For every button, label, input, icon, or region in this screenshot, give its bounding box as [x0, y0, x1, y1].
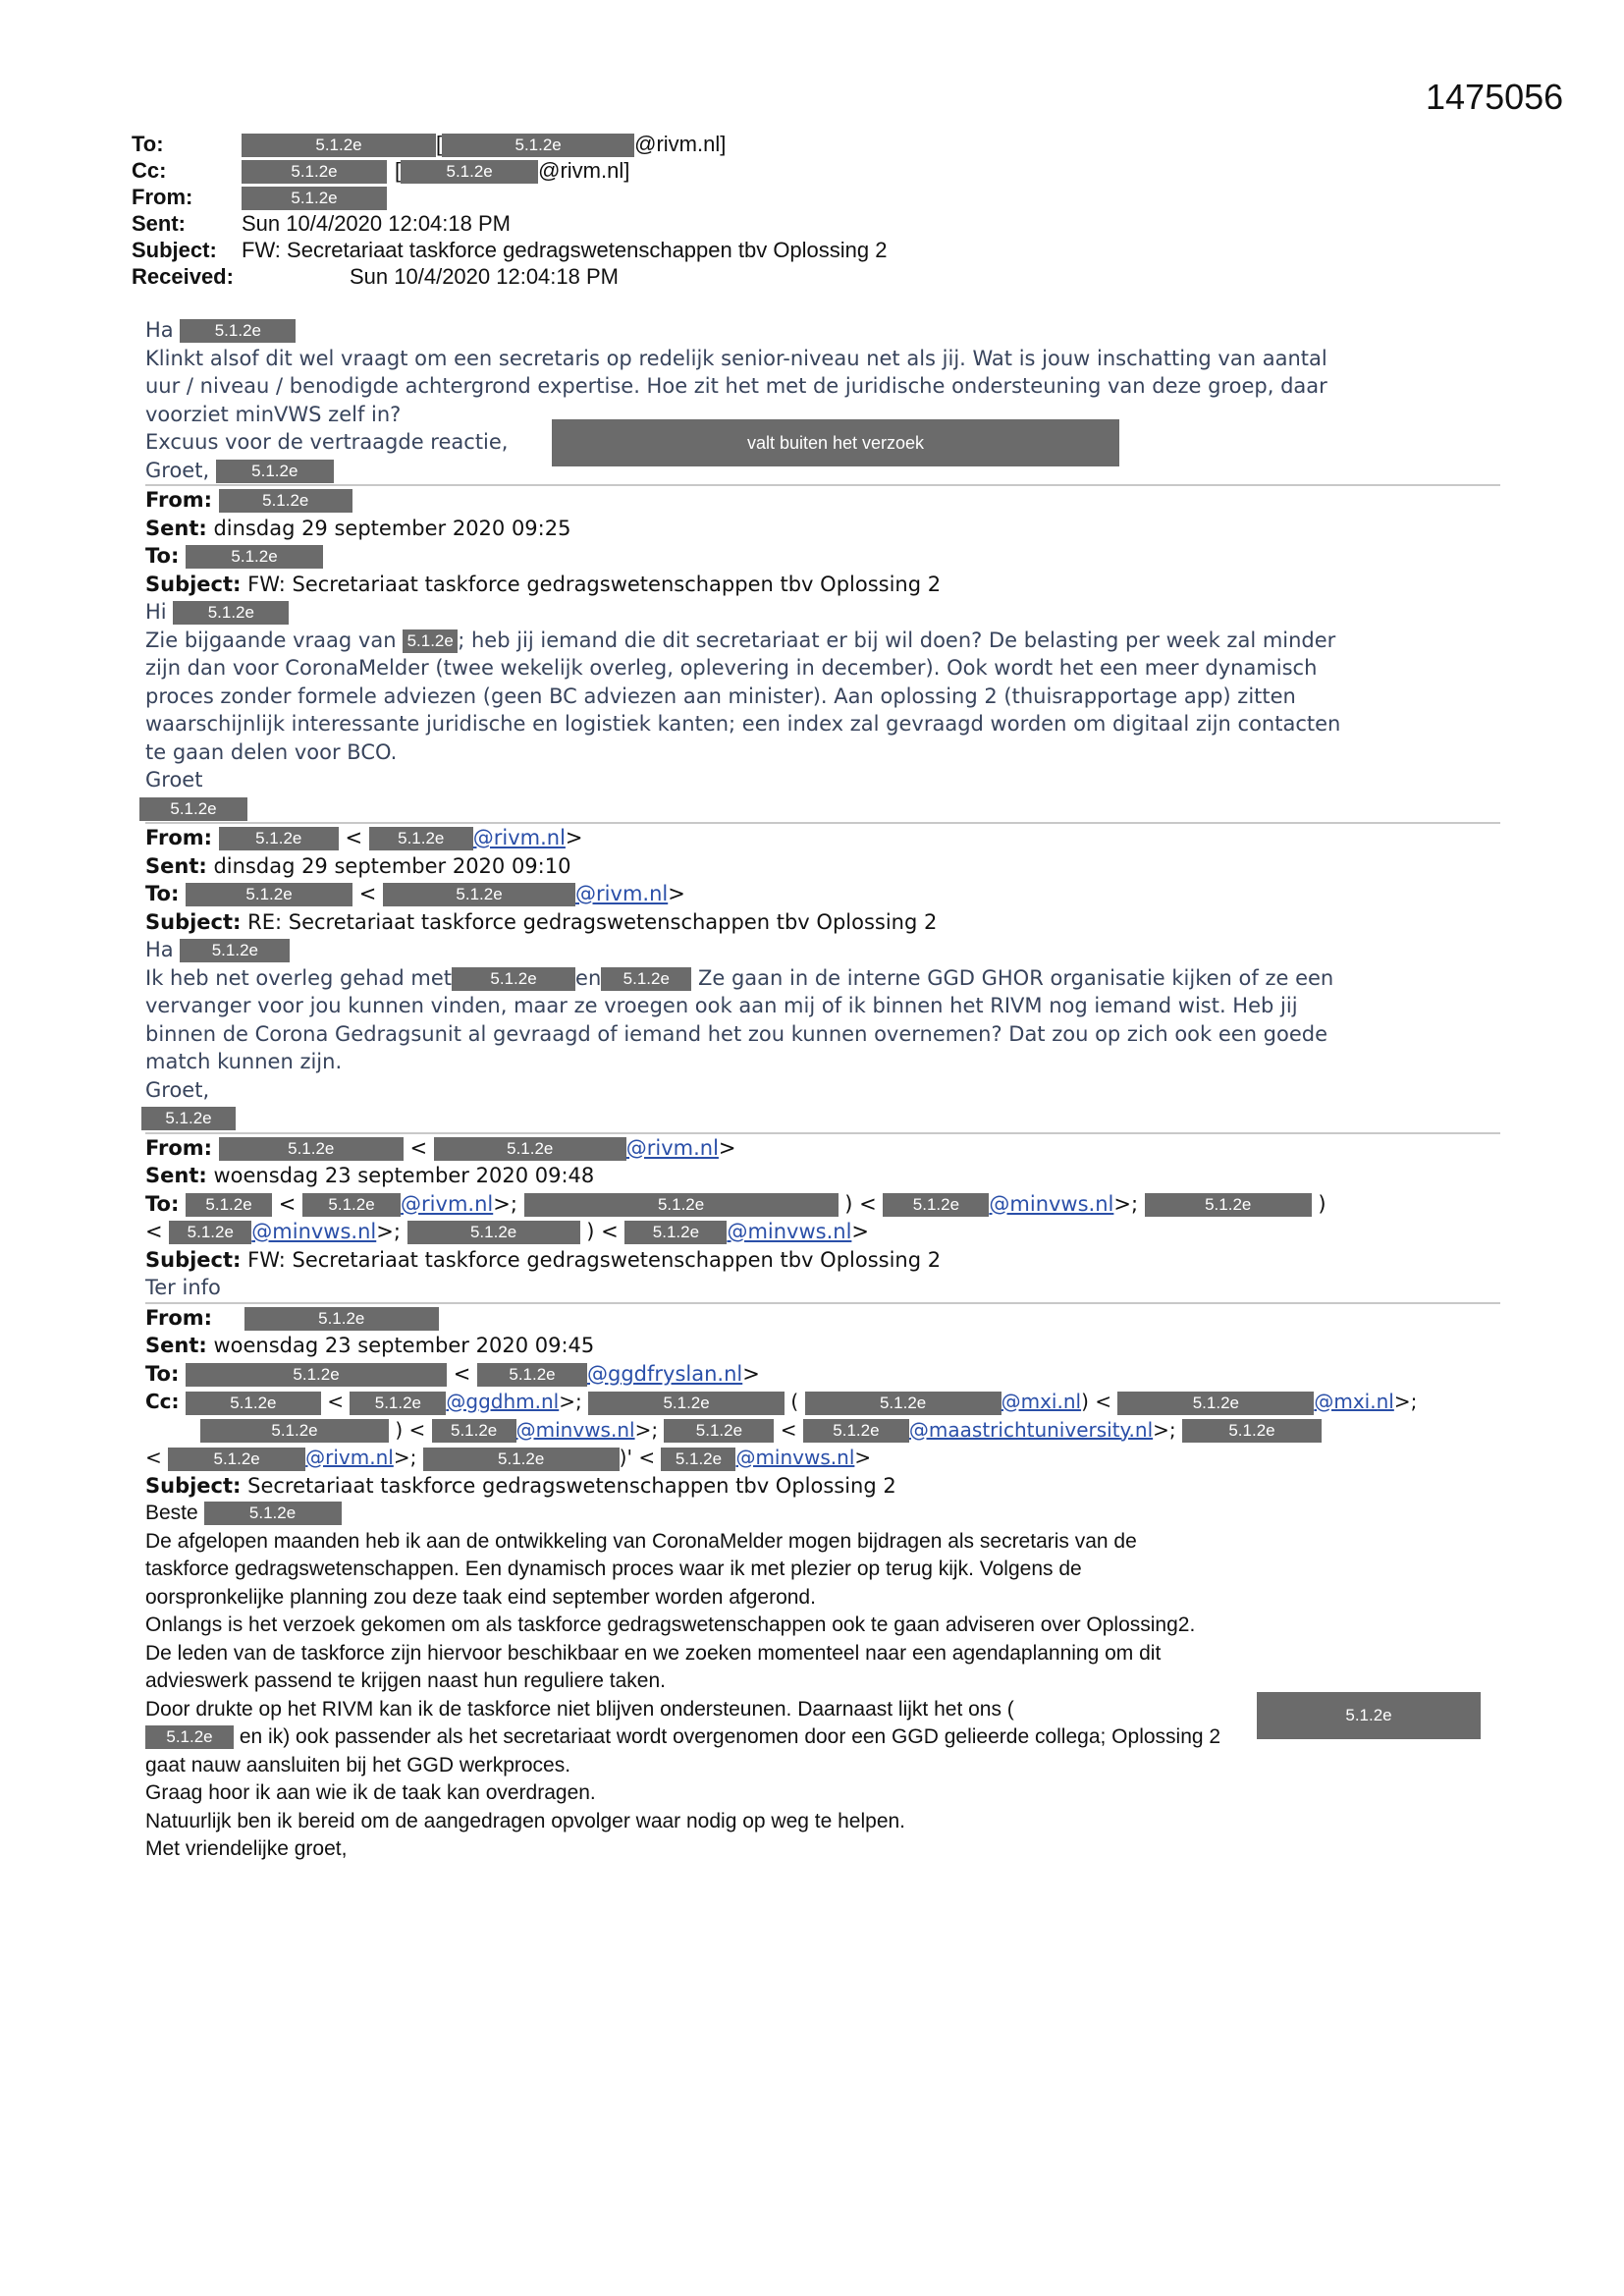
message-4: From: 5.1.2e < 5.1.2e @rivm.nl> Sent: woensdag 23 september 2020 09:48 To: 5.1.2e < 5.1.2e @rivm.nl>; 5.1.2e ) < 5.1.2e @minvws.nl>; 5.1.2e ) < 5.1.2e @minvws.nl>; 5.1.2e ) < 5.1.2e @minvws.nl> Subject: FW: Secretariaat taskforce gedragswetenschappen tbv Oplossing 2 Ter info	[145, 1135, 1326, 1299]
redaction: 5.1.2e	[204, 1502, 342, 1525]
redaction: 5.1.2e	[1257, 1692, 1481, 1739]
email-link[interactable]: @rivm.nl	[305, 1446, 394, 1469]
message-2: From: 5.1.2e Sent: dinsdag 29 september 2020 09:25 To: 5.1.2e Subject: FW: Secretariaat taskforce gedragswetenschappen tbv Oplossing 2 Hi 5.1.2e Zie bijgaande vraag van 5.1.2e ; heb jij iemand die dit secretariaat er bij wil doen? De belasting per week zal minder zijn dan voor CoronaMelder (twee wekelijk overleg, oplevering in december). Ook wordt het een meer dynamisch proces zonder formele adviezen (geen BC adviezen aan minister). Aan oplossing 2 (thuisrapportage app) zitten waarschijnlijk interessante juridische en logistiek kanten; een index zal gevraagd worden om digitaal zijn contacten te gaan delen voor BCO. Groet 5.1.2e	[145, 486, 1500, 822]
email-link[interactable]: @minvws.nl	[989, 1191, 1114, 1216]
redaction: 5.1.2e	[219, 489, 352, 513]
email-domain: @rivm.nl]	[538, 158, 630, 183]
redaction: 5.1.2e	[477, 1363, 587, 1387]
email-domain: @rivm.nl]	[634, 132, 727, 156]
redaction: 5.1.2e	[1182, 1419, 1322, 1443]
redaction: 5.1.2e	[244, 1307, 439, 1331]
redaction: 5.1.2e	[219, 1137, 404, 1161]
redaction: 5.1.2e	[588, 1392, 785, 1415]
from-label: From:	[132, 185, 193, 209]
email-link[interactable]: @minvws.nl	[735, 1446, 855, 1469]
redaction: 5.1.2e	[145, 1725, 234, 1749]
redaction: 5.1.2e	[186, 883, 352, 906]
redaction: 5.1.2e	[180, 319, 296, 343]
header-to-row: To: 5.1.2e [ 5.1.2e @rivm.nl]	[132, 132, 727, 156]
redaction: 5.1.2e	[1117, 1392, 1314, 1415]
header-subject-row	[132, 237, 888, 263]
email-link[interactable]: @ggdhm.nl	[446, 1390, 560, 1413]
redaction: 5.1.2e	[601, 967, 691, 991]
email-link[interactable]: @mxi.nl	[1314, 1390, 1394, 1413]
subject-value: FW: Secretariaat taskforce gedragswetenschappen tbv Oplossing 2	[242, 238, 888, 262]
redaction: 5.1.2e	[168, 1448, 305, 1471]
redaction: 5.1.2e	[1145, 1193, 1312, 1217]
redaction: 5.1.2e	[805, 1392, 1001, 1415]
email-link[interactable]: @mxi.nl	[1001, 1390, 1082, 1413]
redaction: 5.1.2e	[434, 1137, 626, 1161]
redaction: 5.1.2e	[803, 1419, 909, 1443]
header-sent-row	[132, 210, 511, 237]
redaction: 5.1.2e	[186, 1363, 447, 1387]
redaction: 5.1.2e	[369, 827, 473, 850]
email-header	[132, 131, 888, 290]
redaction: 5.1.2e	[141, 1107, 236, 1130]
header-from-row	[132, 184, 338, 210]
redaction: 5.1.2e	[407, 1221, 580, 1244]
header-received-row	[132, 263, 619, 290]
redaction: 5.1.2e	[186, 1193, 272, 1217]
email-link[interactable]: @minvws.nl	[727, 1220, 852, 1243]
redaction: 5.1.2e	[350, 1392, 446, 1415]
email-link[interactable]: @ggdfryslan.nl	[587, 1361, 743, 1386]
redaction: 5.1.2e	[242, 187, 387, 210]
redaction: 5.1.2e	[524, 1193, 839, 1217]
message-5: From: 5.1.2e Sent: woensdag 23 september 2020 09:45 To: 5.1.2e < 5.1.2e @ggdfryslan.nl> Cc: 5.1.2e < 5.1.2e @ggdhm.nl>; 5.1.2e ( 5.1.2e @mxi.nl) < 5.1.2e @mxi.nl>; 5.1.2e ) < 5.1.2e @minvws.nl>; 5.1.2e < 5.1.2e @maastrichtuniversity.nl>; 5.1.2e < 5.1.2e @rivm.nl>; 5.1.2e )' < 5.1.2e @minvws.nl> Subject: Secretariaat taskforce gedragswetenschappen tbv Oplossing 2 Beste 5.1.2e De afgelopen maanden heb ik aan de ontwikkeling van CoronaMelder mogen bijdragen als secretaris van de taskforce gedragswetenschappen. Een dynamisch proces waar ik met plezier op terug kijk. Volgens de oorspronkelijke planning zou deze taak eind september worden afgerond. Onlangs is het verzoek gekomen om als taskforce gedragswetenschappen ook te gaan adviseren over Oplossing2. De leden van de taskforce zijn hiervoor beschikbaar en we zoeken momenteel naar een agendaplanning om dit advieswerk passend te krijgen naast hun reguliere taken. Door drukte op het RIVM kan ik de taskforce niet blijven ondersteunen. Daarnaast lijkt het ons ( 5.1.2e 5.1.2e en ik) ook passender als het secretariaat wordt overgenomen door een GGD gelieerde collega; Oplossing 2 gaat nauw aansluiten bij het GGD werkproces. Graag hoor ik aan wie ik de taak kan overdragen. Natuurlijk ben ik bereid om de aangedragen opvolger waar nodig op weg te helpen. Met vriendelijke groet,	[145, 1304, 1500, 1864]
redaction: 5.1.2e	[664, 1419, 774, 1443]
sent-label: Sent:	[132, 211, 186, 236]
email-link[interactable]: @maastrichtuniversity.nl	[908, 1417, 1154, 1442]
redaction-note: valt buiten het verzoek	[552, 419, 1119, 466]
redaction: 5.1.2e	[401, 160, 538, 184]
redaction: 5.1.2e	[624, 1221, 727, 1244]
redaction: 5.1.2e	[432, 1419, 516, 1443]
email-link[interactable]: @rivm.nl	[575, 882, 669, 905]
email-link[interactable]: @minvws.nl	[251, 1220, 377, 1243]
redaction: 5.1.2e	[173, 601, 289, 625]
redaction: 5.1.2e	[200, 1419, 389, 1443]
email-link[interactable]: @rivm.nl	[401, 1191, 494, 1216]
subject-label: Subject:	[132, 238, 217, 262]
redaction: 5.1.2e	[883, 1193, 989, 1217]
redaction: 5.1.2e	[186, 545, 323, 569]
received-value: Sun 10/4/2020 12:04:18 PM	[350, 264, 619, 289]
redaction: 5.1.2e	[219, 827, 339, 850]
document-id: 1475056	[1426, 77, 1564, 117]
header-cc-row: Cc: 5.1.2e [ 5.1.2e @rivm.nl]	[132, 158, 630, 183]
redaction: 5.1.2e	[661, 1448, 735, 1471]
message-1: Ha 5.1.2e Klinkt alsof dit wel vraagt om een secretaris op redelijk senior-niveau net als jij. Wat is jouw inschatting van aantal uur / niveau / benodigde achtergrond expertise. Hoe zit het met de juridische ondersteuning van deze groep, daar voorziet minVWS zelf in? Excuus voor de vertraagde reactie, valt buiten het verzoek Groet, 5.1.2e	[145, 318, 1327, 482]
redaction: 5.1.2e	[180, 939, 290, 962]
redaction: 5.1.2e	[423, 1448, 620, 1471]
redaction: 5.1.2e	[302, 1193, 401, 1217]
sent-value: Sun 10/4/2020 12:04:18 PM	[242, 211, 511, 236]
redaction: 5.1.2e	[169, 1221, 251, 1244]
message-5-body: Beste 5.1.2e De afgelopen maanden heb ik aan de ontwikkeling van CoronaMelder mogen bijdragen als secretaris van de taskforce gedragswetenschappen. Een dynamisch proces waar ik met plezier op terug kijk. Volgens de oorspronkelijke planning zou deze taak eind september worden afgerond. Onlangs is het verzoek gekomen om als taskforce gedragswetenschappen ook te gaan adviseren over Oplossing2. De leden van de taskforce zijn hiervoor beschikbaar en we zoeken momenteel naar een agendaplanning om dit advieswerk passend te krijgen naast hun reguliere taken. Door drukte op het RIVM kan ik de taskforce niet blijven ondersteunen. Daarnaast lijkt het ons ( 5.1.2e 5.1.2e en ik) ook passender als het secretariaat wordt overgenomen door een GGD gelieerde collega; Oplossing 2 gaat nauw aansluiten bij het GGD werkproces. Graag hoor ik aan wie ik de taak kan overdragen. Natuurlijk ben ik bereid om de aangedragen opvolger waar nodig op weg te helpen. Met vriendelijke groet,	[145, 1500, 1500, 1864]
email-link[interactable]: @rivm.nl	[625, 1135, 719, 1160]
email-link[interactable]: @rivm.nl	[472, 826, 566, 849]
message-3: From: 5.1.2e < 5.1.2e @rivm.nl> Sent: dinsdag 29 september 2020 09:10 To: 5.1.2e < 5.1.2e @rivm.nl> Subject: RE: Secretariaat taskforce gedragswetenschappen tbv Oplossing 2 Ha 5.1.2e Ik heb net overleg gehad met 5.1.2e en 5.1.2e Ze gaan in de interne GGD GHOR organisatie kijken of ze een vervanger voor jou kunnen vinden, maar ze vroegen ook aan mij of ik binnen het RIVM nog iemand wist. Heb jij binnen de Corona Gedragsunit al gevraagd of iemand het zou kunnen overnemen? Dat zou op zich ook een goede match kunnen zijn. Groet, 5.1.2e	[145, 824, 1500, 1132]
redaction: 5.1.2e	[403, 629, 458, 653]
email-thread	[145, 316, 1500, 1864]
received-label: Received:	[132, 264, 234, 289]
redaction: 5.1.2e	[452, 967, 575, 991]
redaction: 5.1.2e	[442, 134, 634, 157]
email-link[interactable]: @minvws.nl	[515, 1417, 635, 1442]
redaction: 5.1.2e	[383, 883, 575, 906]
redaction: 5.1.2e	[216, 460, 334, 483]
cc-label: Cc:	[132, 158, 167, 183]
redaction: 5.1.2e	[186, 1392, 321, 1415]
redaction: 5.1.2e	[242, 134, 436, 157]
redaction: 5.1.2e	[242, 160, 387, 184]
to-label: To:	[132, 132, 164, 156]
redaction: 5.1.2e	[139, 797, 247, 821]
